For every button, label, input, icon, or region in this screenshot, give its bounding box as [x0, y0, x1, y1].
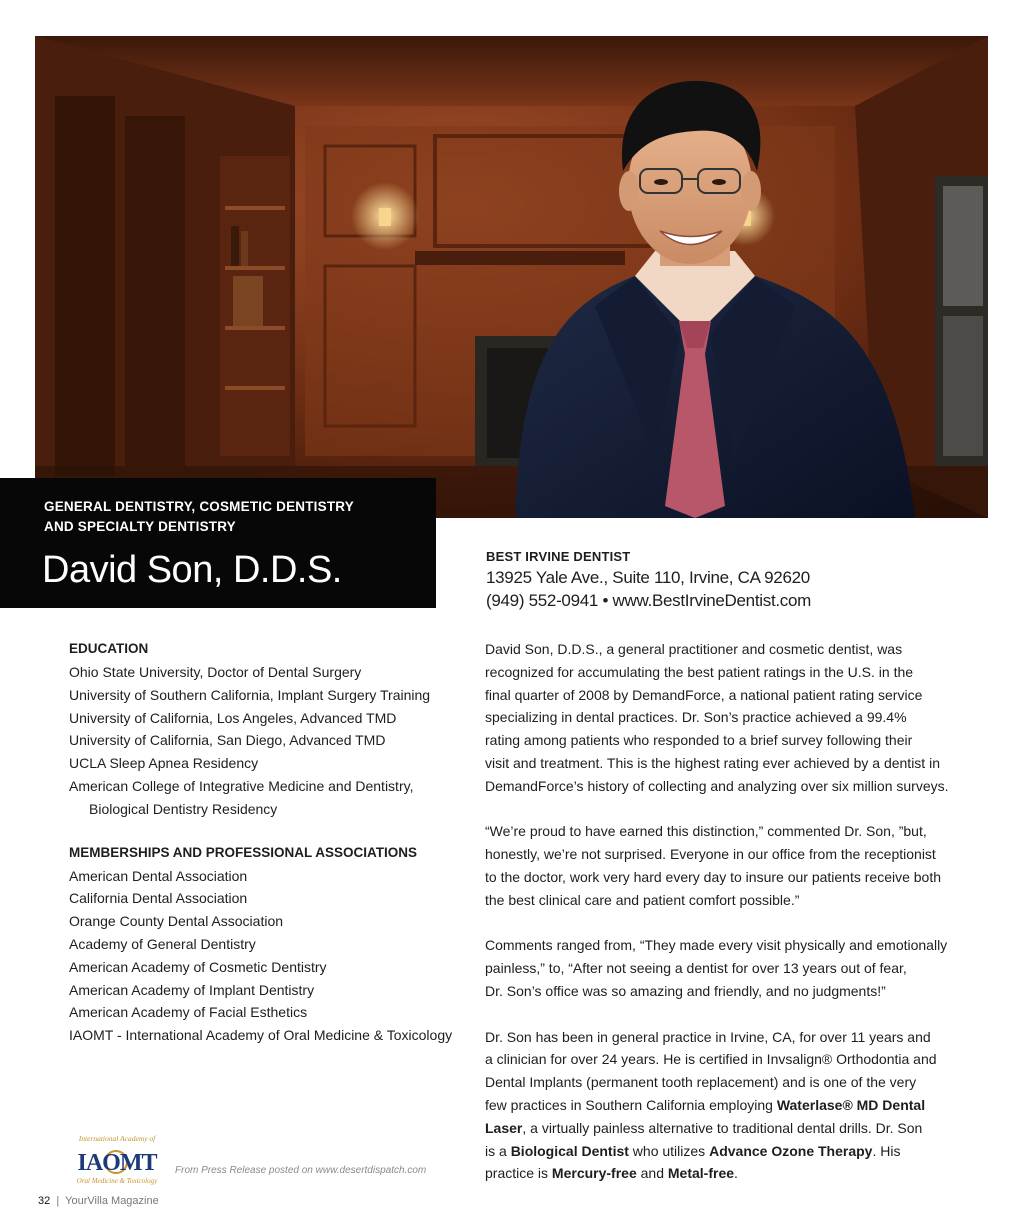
list-item: Ohio State University, Doctor of Dental Surgery — [69, 664, 362, 680]
memberships-heading: MEMBERSHIPS AND PROFESSIONAL ASSOCIATIONS — [69, 844, 418, 860]
specialty-line-1: GENERAL DENTISTRY, COSMETIC DENTISTRY — [44, 499, 354, 514]
list-item: Academy of General Dentistry — [69, 935, 256, 952]
business-name: BEST IRVINE DENTIST — [486, 549, 631, 564]
dentist-portrait-image — [35, 36, 988, 518]
phone-website: (949) 552-0941 • www.BestIrvineDentist.com — [486, 591, 812, 610]
waterlase-emphasis: Waterlase® MD Dental — [776, 1096, 926, 1113]
title-band — [0, 478, 436, 608]
logo-top-text: International Academy of — [78, 1134, 156, 1143]
paragraph-ratings: David Son, D.D.S., a general practitioner and cosmetic dentist, was recognized for accumulating the best patient ratings in the U.S. in the final quarter of 2008 by DemandForce, a national patient rating service specializing in dental practices. Dr. Son’s practice achieved a 99.4% rating among patients who responded to a brief survey following their visit and treatment. This is the highest rating ever achieved by a dentist in DemandForce’s history of collecting and analyzing over six million surveys. — [485, 641, 949, 794]
dentist-name: David Son, D.D.S. — [42, 549, 342, 591]
footer-separator: | — [56, 1195, 60, 1207]
list-item: University of Southern California, Implant Surgery Training — [69, 686, 431, 703]
paragraph-practice: Dr. Son has been in general practice in Irvine, CA, for over 11 years and a clinician for over 24 years. He is certified in Invsalign® Orthodontia and Dental Implants (permanent tooth replacement) and is one of the very few practices in Southern California employing Waterlase® MD Dental Laser, a virtually painless alternative to traditional dental drills. Dr. Son is a Biological Dentist who utilizes Advance Ozone Therapy. His practice is Mercury-free and Metal-free. — [485, 1028, 937, 1182]
page-number: 32 — [38, 1195, 51, 1207]
specialty-line-2: AND SPECIALTY DENTISTRY — [44, 519, 236, 534]
list-item: American Academy of Facial Esthetics — [69, 1004, 308, 1021]
list-item: IAOMT - International Academy of Oral Medicine & Toxicology — [69, 1027, 453, 1044]
metal-free-emphasis: Metal-free — [667, 1165, 735, 1182]
biological-dentist-emphasis: Biological Dentist — [510, 1142, 629, 1159]
list-item: Biological Dentistry Residency — [89, 800, 278, 817]
list-item: American Academy of Cosmetic Dentistry — [69, 958, 327, 975]
education-list — [69, 661, 469, 821]
iaomt-logo — [70, 1132, 165, 1186]
list-item: Orange County Dental Association — [69, 913, 284, 930]
list-item: American College of Integrative Medicine and Dentistry, — [69, 777, 414, 794]
laser-emphasis: Laser — [485, 1119, 523, 1136]
page-footer — [38, 1195, 159, 1207]
contact-block — [486, 548, 811, 612]
magazine-name: YourVilla Magazine — [65, 1195, 159, 1207]
ozone-therapy-emphasis: Advance Ozone Therapy — [709, 1142, 873, 1159]
memberships-list — [69, 865, 469, 1047]
list-item: University of California, San Diego, Advanced TMD — [69, 732, 386, 749]
list-item: California Dental Association — [69, 890, 248, 907]
logo-bottom-text: Oral Medicine & Toxicology — [76, 1177, 158, 1185]
logo-mark-text: IAOMT — [77, 1150, 157, 1176]
mercury-free-emphasis: Mercury-free — [551, 1165, 637, 1182]
iaomt-logo-mark — [70, 1132, 165, 1186]
article-body — [485, 638, 955, 1208]
hero-photo — [35, 36, 988, 518]
address: 13925 Yale Ave., Suite 110, Irvine, CA 92620 — [486, 568, 810, 587]
specialty-heading — [44, 497, 424, 537]
press-release-credit: From Press Release posted on www.desertdispatch.com — [175, 1165, 427, 1176]
credentials-column — [69, 640, 469, 1047]
list-item: University of California, Los Angeles, Advanced TMD — [69, 709, 397, 726]
list-item: American Academy of Implant Dentistry — [69, 981, 315, 998]
paragraph-comments: Comments ranged from, “They made every visit physically and emotionally painless,” to, “After not seeing a dentist for over 13 years out of fear, Dr. Son’s office was so amazing and friendly, and no judgments!” — [485, 937, 948, 999]
paragraph-quote: “We’re proud to have earned this distinction,” commented Dr. Son, ”but, honestly, we’re not surprised. Everyone in our office from the receptionist to the doctor, work very hard every day to insure our patients receive both the best clinical care and patient comfort possible.” — [485, 823, 942, 908]
list-item: UCLA Sleep Apnea Residency — [69, 755, 259, 772]
list-item: American Dental Association — [69, 867, 248, 884]
education-heading: EDUCATION — [69, 641, 149, 656]
